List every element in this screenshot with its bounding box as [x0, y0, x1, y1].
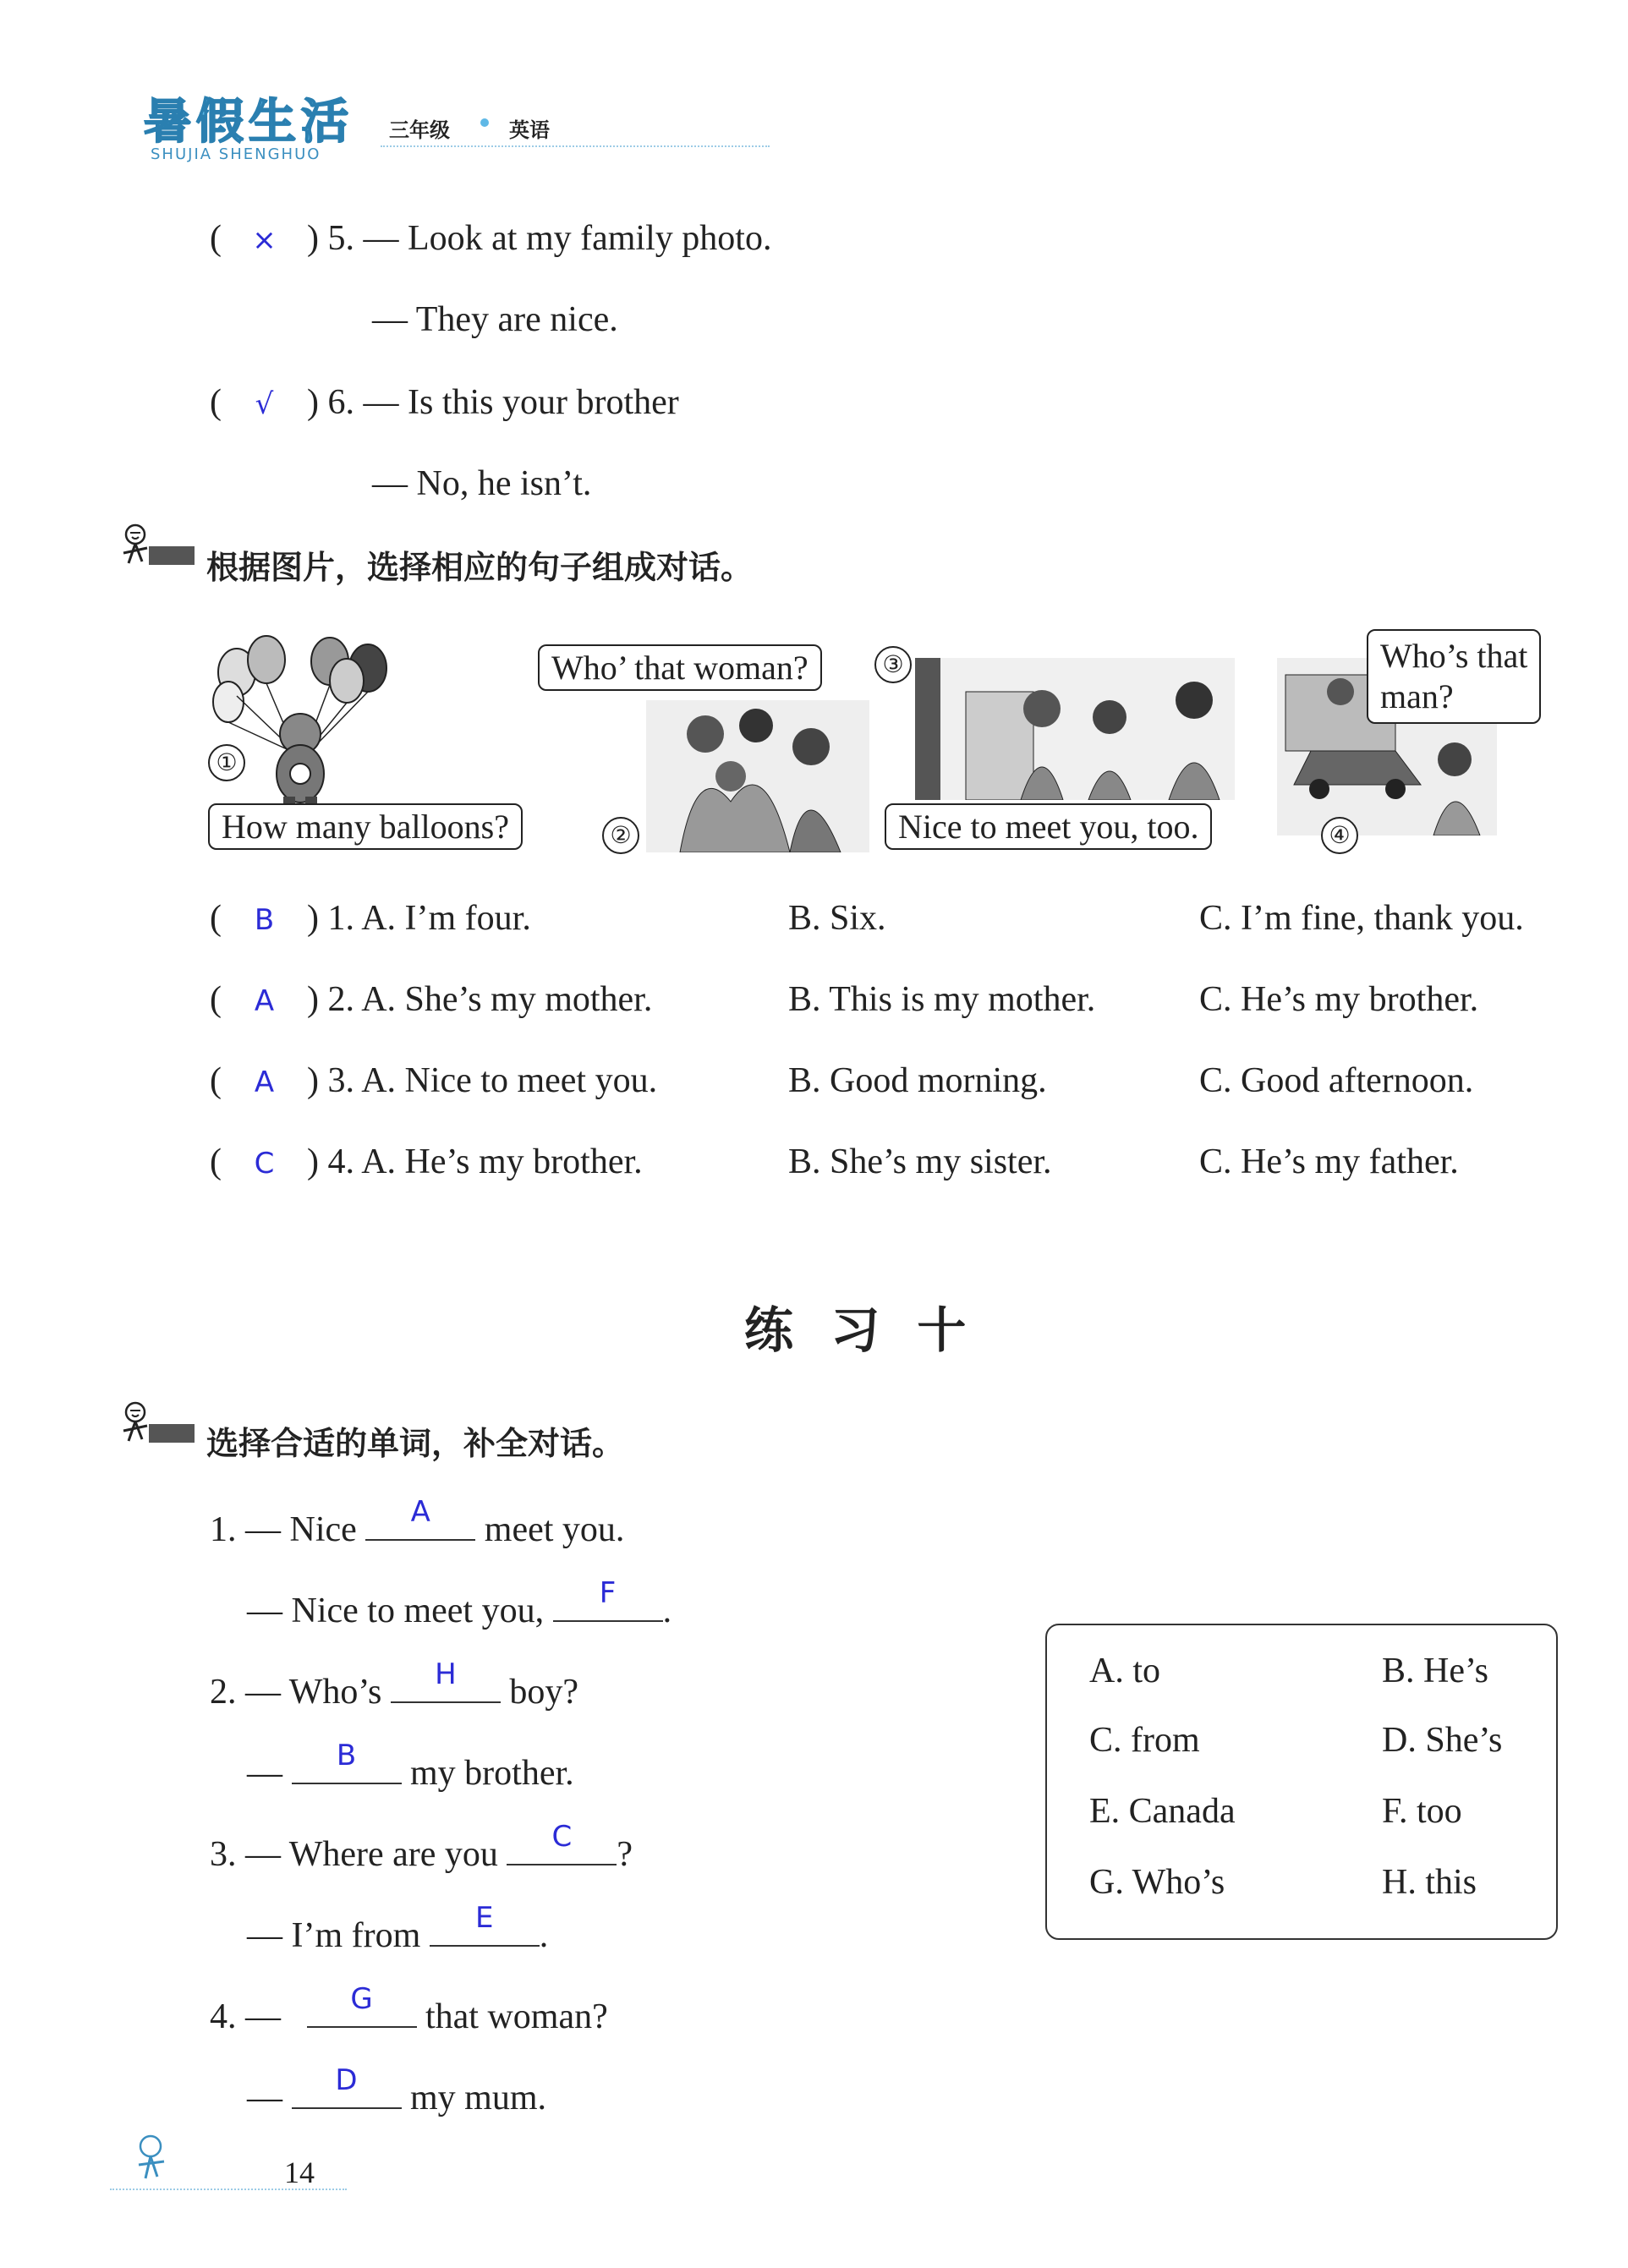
word-option: F. too [1382, 1792, 1462, 1831]
question-row: ( C ) 4. A. He’s my brother. [210, 1142, 643, 1181]
word-option: B. He’s [1382, 1652, 1488, 1690]
grade-label: 三年级 [389, 118, 450, 142]
answer-blank: B [292, 1749, 402, 1784]
option-c: C. I’m fine, thank you. [1199, 899, 1524, 938]
bubble-who-that-woman: Who’ that woman? [538, 644, 822, 691]
answer-blank: H [391, 1668, 501, 1703]
fill-item-3b: — I’m from E . [247, 1901, 549, 1955]
bubble-nice-to-meet-you-too: Nice to meet you, too. [885, 803, 1212, 850]
bear-with-balloons-illustration [203, 634, 406, 812]
logo-text: 暑假生活 [144, 95, 354, 150]
subject-label: 英语 [509, 118, 550, 142]
word-option: C. from [1089, 1721, 1200, 1760]
girls-greeting-illustration [915, 658, 1235, 800]
section1-title: 根据图片，选择相应的句子组成对话。 [206, 549, 754, 586]
bubble-how-many-balloons: How many balloons? [208, 803, 523, 850]
family-group-illustration [646, 700, 869, 852]
judge-item-5: ( × ) 5. — Look at my family photo. [210, 219, 772, 258]
answer-mark: × [252, 223, 277, 257]
option-c: C. He’s my brother. [1199, 980, 1479, 1019]
picture-number-3: ③ [874, 646, 912, 683]
footer-kid-icon [127, 2131, 178, 2190]
word-option: H. this [1382, 1863, 1477, 1902]
logo-pinyin: SHUJIA SHENGHUO [151, 145, 321, 163]
word-option: A. to [1089, 1652, 1160, 1690]
answer-mark: √ [255, 387, 274, 421]
fill-item-1b: — Nice to meet you, F . [247, 1576, 672, 1630]
word-option: G. Who’s [1089, 1863, 1225, 1902]
word-option: E. Canada [1089, 1792, 1236, 1831]
option-b: B. This is my mother. [788, 980, 1096, 1019]
question-row: ( A ) 3. A. Nice to meet you. [210, 1061, 658, 1100]
picture-number-4: ④ [1321, 817, 1358, 854]
answer-blank: E [430, 1911, 540, 1947]
judge-item-6-reply: — No, he isn’t. [372, 464, 592, 503]
option-b: B. Six. [788, 899, 886, 938]
question-row: ( B ) 1. A. I’m four. [210, 899, 531, 938]
picture-number-2: ② [602, 817, 639, 854]
section2-title: 选择合适的单词，补全对话。 [206, 1425, 625, 1462]
question-row: ( A ) 2. A. She’s my mother. [210, 980, 653, 1019]
answer-blank: C [507, 1830, 617, 1865]
option-c: C. He’s my father. [1199, 1142, 1459, 1181]
option-b: B. She’s my sister. [788, 1142, 1052, 1181]
answer-blank: G [307, 1992, 417, 2028]
header [144, 85, 634, 169]
fill-item-2a: 2. — Who’s H boy? [210, 1657, 579, 1712]
fill-item-4b: — D my mum. [247, 2063, 547, 2117]
judge-item-6: ( √ ) 6. — Is this your brother [210, 383, 679, 422]
kid-pencil-icon [115, 1400, 196, 1448]
judge-item-5-reply: — They are nice. [372, 300, 618, 339]
option-c: C. Good afternoon. [1199, 1061, 1474, 1100]
fill-item-3a: 3. — Where are you C ? [210, 1820, 633, 1874]
logo [144, 85, 354, 152]
dot-icon [480, 118, 489, 127]
bubble-whos-that-man: Who’s that man? [1367, 629, 1541, 724]
picture-3 [915, 658, 1235, 800]
word-options-box [1045, 1624, 1558, 1940]
header-dotted-rule [381, 145, 770, 147]
answer-blank: F [553, 1586, 663, 1622]
page-number: 14 [284, 2156, 315, 2189]
answer-blank: D [292, 2074, 402, 2109]
fill-item-2b: — B my brother. [247, 1739, 574, 1793]
picture-number-1: ① [208, 744, 245, 781]
fill-item-4a: 4. — G that woman? [210, 1982, 608, 2036]
picture-2 [646, 700, 869, 852]
exercise-title: 练 习 十 [744, 1301, 977, 1359]
word-option: D. She’s [1382, 1721, 1503, 1760]
kid-pencil-icon [115, 523, 196, 570]
picture-1 [203, 634, 406, 812]
option-b: B. Good morning. [788, 1061, 1047, 1100]
fill-item-1a: 1. — Nice A meet you. [210, 1495, 625, 1549]
answer-blank: A [365, 1505, 475, 1541]
